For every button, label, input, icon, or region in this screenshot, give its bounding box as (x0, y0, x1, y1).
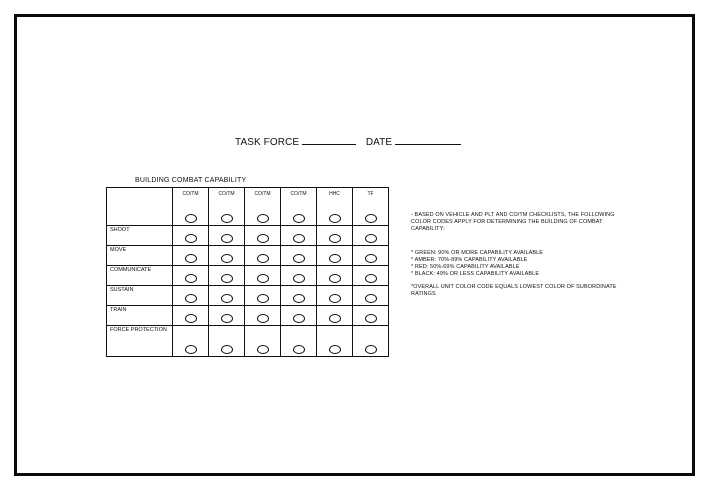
rating-circle[interactable] (221, 294, 233, 303)
rating-cell (209, 266, 245, 286)
column-header: CO/TM (173, 188, 209, 226)
rating-circle[interactable] (293, 294, 305, 303)
rating-circle[interactable] (293, 274, 305, 283)
rating-cell (281, 326, 317, 357)
rating-circle[interactable] (365, 345, 377, 354)
rating-cell (209, 326, 245, 357)
table-row (107, 286, 389, 306)
rating-cell (173, 326, 209, 357)
date-blank[interactable] (395, 134, 461, 145)
rating-circle[interactable] (257, 294, 269, 303)
row-label: MOVE (110, 247, 127, 253)
date-label: DATE (365, 137, 393, 148)
rating-cell (317, 246, 353, 266)
rating-cell (245, 306, 281, 326)
rating-circle[interactable] (221, 234, 233, 243)
corner-cell (107, 188, 173, 226)
rating-circle[interactable] (185, 274, 197, 283)
rating-circle[interactable] (185, 345, 197, 354)
rating-circle[interactable] (329, 254, 341, 263)
color-code-amber: * AMBER: 70%-89% CAPABILITY AVAILABLE (411, 257, 528, 263)
rating-circle[interactable] (221, 314, 233, 323)
rating-circle[interactable] (293, 254, 305, 263)
rating-circle[interactable] (365, 274, 377, 283)
rating-cell (209, 246, 245, 266)
rating-cell (317, 286, 353, 306)
rating-circle[interactable] (365, 214, 377, 223)
rating-circle[interactable] (257, 274, 269, 283)
rating-cell (173, 306, 209, 326)
rating-cell (245, 246, 281, 266)
rating-circle[interactable] (185, 254, 197, 263)
rating-circle[interactable] (329, 294, 341, 303)
table-row (107, 226, 389, 246)
rating-cell (317, 226, 353, 246)
notes-intro: - BASED ON VEHICLE AND PLT AND CO/TM CHECKLISTS, THE FOLLOWING COLOR CODES APPLY FOR DETERMINING THE BUILDING OF COMBAT CAPABILITY: (411, 212, 615, 232)
rating-circle[interactable] (185, 214, 197, 223)
rating-circle[interactable] (293, 345, 305, 354)
row-label-cell (107, 226, 173, 246)
rating-cell (353, 286, 389, 306)
rating-cell (353, 306, 389, 326)
rating-circle[interactable] (329, 214, 341, 223)
rating-cell (209, 286, 245, 306)
rating-circle[interactable] (365, 314, 377, 323)
rating-cell (353, 246, 389, 266)
task-force-label: TASK FORCE (235, 137, 300, 148)
rating-circle[interactable] (185, 234, 197, 243)
row-label: COMMUNICATE (110, 267, 152, 273)
form-header (235, 134, 475, 150)
table-row (107, 246, 389, 266)
row-label-cell (107, 266, 173, 286)
column-header: TF (353, 188, 389, 226)
rating-cell (209, 306, 245, 326)
color-code-red: * RED: 50%-69% CAPABILITY AVAILABLE (411, 264, 520, 270)
row-label-cell (107, 326, 173, 357)
rating-circle[interactable] (185, 294, 197, 303)
rating-cell (281, 286, 317, 306)
row-label-cell (107, 306, 173, 326)
notes-footer: *OVERALL UNIT COLOR CODE EQUALS LOWEST COLOR OF SUBORDINATE RATINGS (411, 284, 617, 297)
rating-cell (173, 226, 209, 246)
column-header: CO/TM (245, 188, 281, 226)
rating-circle[interactable] (257, 345, 269, 354)
rating-cell (317, 306, 353, 326)
rating-cell (317, 326, 353, 357)
rating-circle[interactable] (257, 234, 269, 243)
table-row (107, 306, 389, 326)
rating-circle[interactable] (329, 345, 341, 354)
header-row (107, 188, 389, 226)
rating-cell (281, 266, 317, 286)
rating-circle[interactable] (293, 314, 305, 323)
capability-table (106, 187, 389, 357)
rating-circle[interactable] (221, 214, 233, 223)
rating-cell (281, 306, 317, 326)
rating-circle[interactable] (257, 314, 269, 323)
rating-circle[interactable] (185, 314, 197, 323)
notes-panel (411, 212, 621, 298)
rating-cell (353, 326, 389, 357)
column-header: CO/TM (209, 188, 245, 226)
row-label-cell (107, 246, 173, 266)
rating-circle[interactable] (293, 234, 305, 243)
rating-cell (245, 286, 281, 306)
rating-circle[interactable] (365, 254, 377, 263)
row-label: TRAIN (110, 307, 127, 313)
rating-circle[interactable] (221, 254, 233, 263)
color-code-green: * GREEN: 90% OR MORE CAPABILITY AVAILABLE (411, 250, 544, 256)
row-label: FORCE PROTECTION (110, 327, 167, 333)
rating-circle[interactable] (257, 254, 269, 263)
task-force-blank[interactable] (302, 134, 356, 145)
rating-circle[interactable] (257, 214, 269, 223)
rating-cell (245, 226, 281, 246)
row-label: SUSTAIN (110, 287, 134, 293)
column-header: HHC (317, 188, 353, 226)
table-title: BUILDING COMBAT CAPABILITY (135, 177, 247, 184)
row-label-cell (107, 286, 173, 306)
rating-cell (173, 286, 209, 306)
table-row (107, 266, 389, 286)
rating-cell (173, 246, 209, 266)
column-header: CO/TM (281, 188, 317, 226)
rating-cell (281, 246, 317, 266)
rating-circle[interactable] (329, 314, 341, 323)
color-code-black: * BLACK: 49% OR LESS CAPABILITY AVAILABLE (411, 271, 540, 277)
rating-circle[interactable] (293, 214, 305, 223)
rating-cell (173, 266, 209, 286)
rating-circle[interactable] (221, 345, 233, 354)
rating-cell (245, 266, 281, 286)
rating-circle[interactable] (329, 274, 341, 283)
rating-circle[interactable] (221, 274, 233, 283)
rating-cell (209, 226, 245, 246)
rating-cell (245, 326, 281, 357)
rating-cell (353, 266, 389, 286)
rating-circle[interactable] (365, 294, 377, 303)
rating-circle[interactable] (365, 234, 377, 243)
rating-cell (317, 266, 353, 286)
rating-cell (281, 226, 317, 246)
row-label: SHOOT (110, 227, 130, 233)
rating-cell (353, 226, 389, 246)
table-row (107, 326, 389, 357)
rating-circle[interactable] (329, 234, 341, 243)
